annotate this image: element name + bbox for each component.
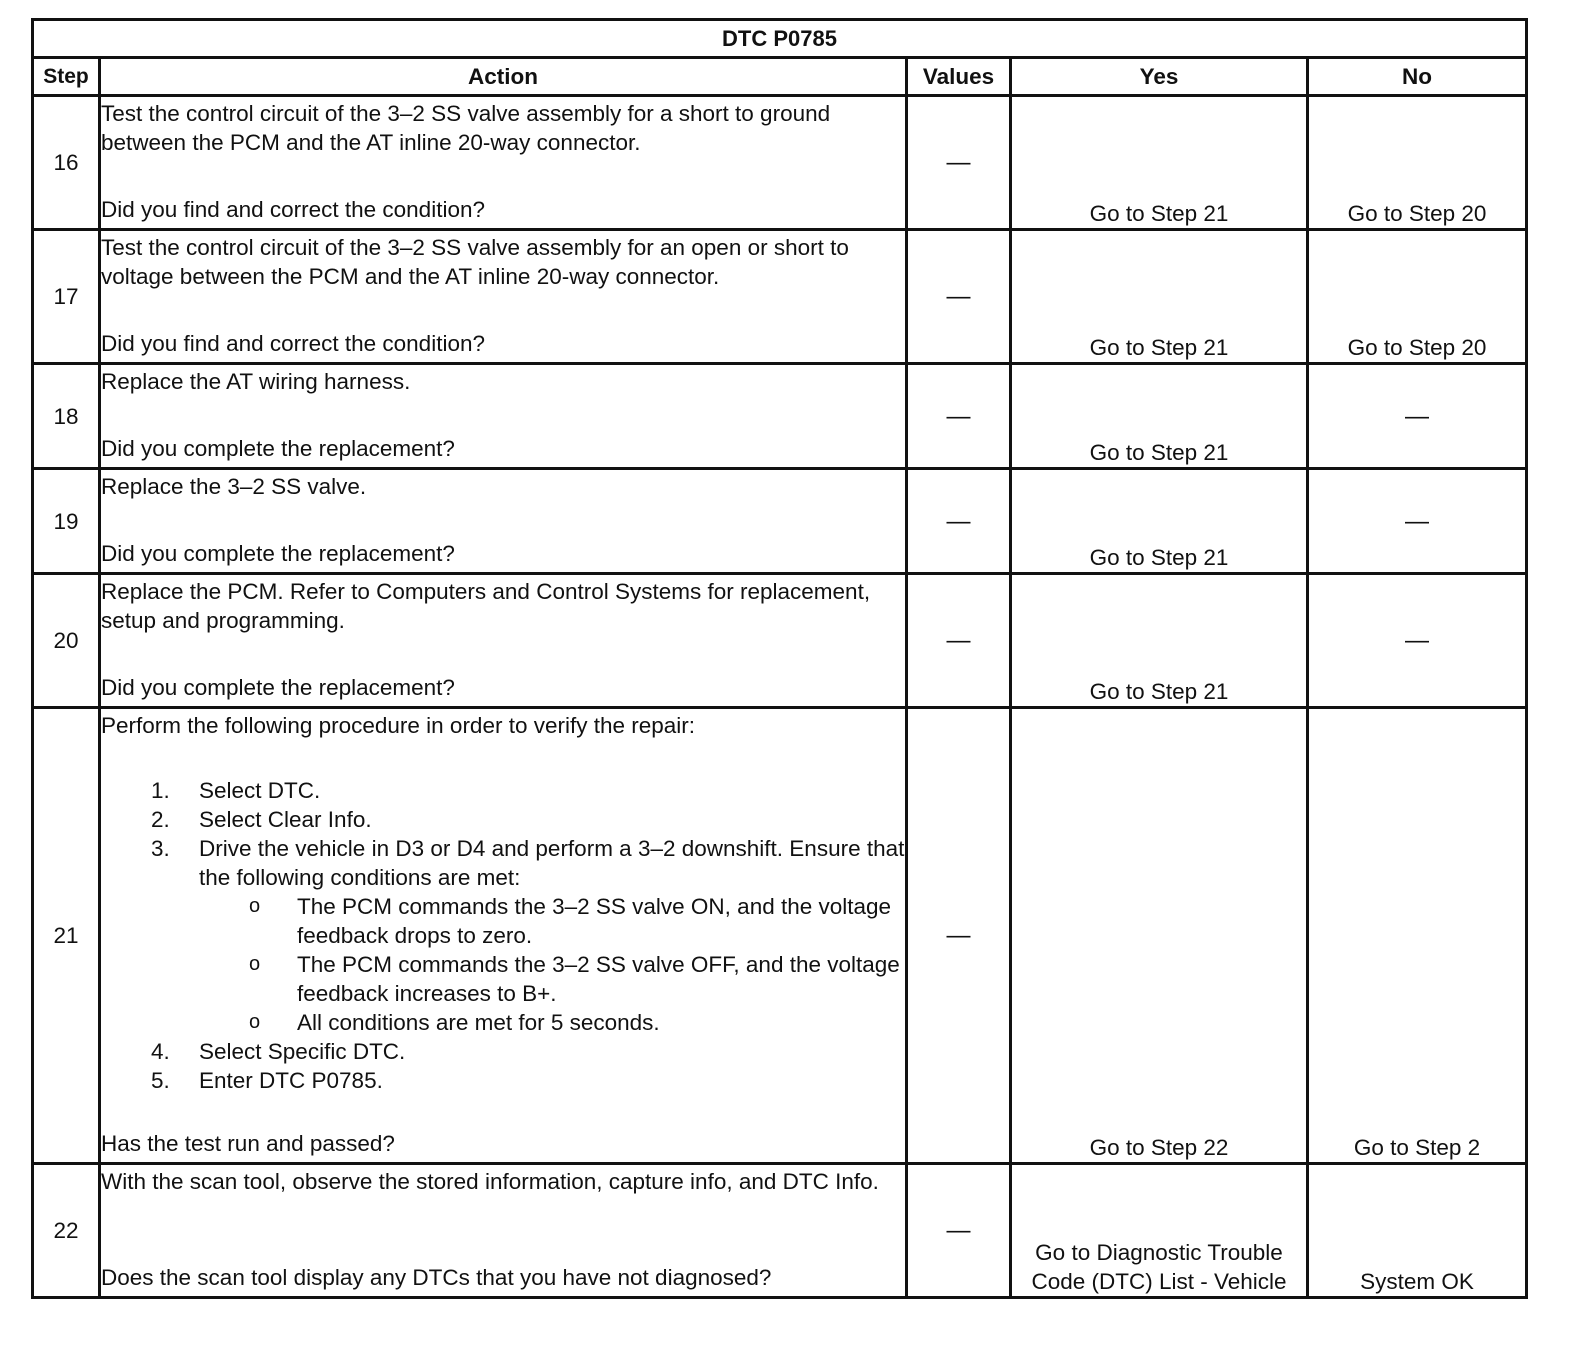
values-cell: — [907, 230, 1011, 364]
action-question: Did you complete the replacement? [101, 675, 455, 700]
yes-cell: Go to Diagnostic Trouble Code (DTC) List - Vehicle [1011, 1164, 1308, 1298]
action-cell [100, 1164, 907, 1298]
bullet-icon: o [249, 1011, 261, 1033]
action-text: With the scan tool, observe the stored information, capture info, and DTC Info. [101, 1169, 879, 1194]
action-cell [100, 574, 907, 708]
table-row [33, 574, 1527, 708]
header-values: Values [907, 58, 1011, 96]
step-number: 21 [33, 708, 100, 1164]
list-item: o The PCM commands the 3–2 SS valve ON, and the voltage feedback drops to zero. [249, 894, 892, 948]
header-step: Step [33, 58, 100, 96]
action-cell [100, 364, 907, 469]
action-cell [100, 708, 907, 1164]
step-number: 18 [33, 364, 100, 469]
action-text: Replace the 3–2 SS valve. [101, 474, 367, 499]
list-item: o All conditions are met for 5 seconds. [249, 1010, 660, 1035]
values-cell: — [907, 708, 1011, 1164]
action-text: Test the control circuit of the 3–2 SS valve assembly for a short to ground between the PCM and the AT inline 20-way connector. [101, 101, 831, 155]
no-cell: Go to Step 2 [1308, 708, 1527, 1164]
step-number: 22 [33, 1164, 100, 1298]
header-yes: Yes [1011, 58, 1308, 96]
no-cell: Go to Step 20 [1308, 230, 1527, 364]
table-row [33, 708, 1527, 1164]
action-question: Does the scan tool display any DTCs that you have not diagnosed? [101, 1265, 772, 1290]
header-action: Action [100, 58, 907, 96]
step-number: 16 [33, 96, 100, 230]
values-cell: — [907, 96, 1011, 230]
action-cell [100, 469, 907, 574]
yes-cell: Go to Step 21 [1011, 364, 1308, 469]
list-item: o The PCM commands the 3–2 SS valve OFF, and the voltage feedback increases to B+. [249, 952, 900, 1006]
bullet-icon: o [249, 953, 261, 975]
values-cell: — [907, 574, 1011, 708]
table-row [33, 364, 1527, 469]
action-text: Test the control circuit of the 3–2 SS valve assembly for an open or short to voltage between the PCM and the AT inline 20-way connector. [101, 235, 849, 289]
table-row [33, 96, 1527, 230]
no-cell: — [1308, 469, 1527, 574]
dtc-table [31, 18, 1528, 1299]
table-row [33, 1164, 1527, 1298]
no-cell: — [1308, 574, 1527, 708]
action-question: Did you find and correct the condition? [101, 197, 485, 222]
action-cell [100, 230, 907, 364]
yes-cell: Go to Step 22 [1011, 708, 1308, 1164]
no-cell: — [1308, 364, 1527, 469]
header-no: No [1308, 58, 1527, 96]
header-row [33, 58, 1527, 96]
action-question: Has the test run and passed? [101, 1131, 395, 1156]
action-cell [100, 96, 907, 230]
action-text: Replace the PCM. Refer to Computers and Control Systems for replacement, setup and programming. [101, 579, 871, 633]
table-row [33, 469, 1527, 574]
table-title: DTC P0785 [33, 20, 1527, 58]
no-cell: Go to Step 20 [1308, 96, 1527, 230]
table-row [33, 230, 1527, 364]
condition-list [199, 892, 905, 1037]
step-number: 19 [33, 469, 100, 574]
action-text: Perform the following procedure in order to verify the repair: [101, 713, 696, 738]
step-number: 17 [33, 230, 100, 364]
action-question: Did you complete the replacement? [101, 541, 455, 566]
action-question: Did you complete the replacement? [101, 436, 455, 461]
list-item: 5. Enter DTC P0785. [151, 1068, 383, 1093]
bullet-icon: o [249, 895, 261, 917]
yes-cell: Go to Step 21 [1011, 574, 1308, 708]
procedure-list [101, 776, 905, 1095]
action-question: Did you find and correct the condition? [101, 331, 485, 356]
list-item: 4. Select Specific DTC. [151, 1039, 406, 1064]
values-cell: — [907, 469, 1011, 574]
values-cell: — [907, 1164, 1011, 1298]
yes-cell: Go to Step 21 [1011, 469, 1308, 574]
values-cell: — [907, 364, 1011, 469]
step-number: 20 [33, 574, 100, 708]
list-item: 2. Select Clear Info. [151, 807, 372, 832]
list-item: 3. Drive the vehicle in D3 or D4 and perform a 3–2 downshift. Ensure that the following conditions are met: o The PCM commands the 3–2 SS valve ON, and the voltage feedback drops to zero. o The PCM commands the 3–2 SS valve OFF, and the voltage feedback increases to B+. o All conditions are met for 5 seconds. [151, 836, 905, 1035]
no-cell: System OK [1308, 1164, 1527, 1298]
yes-cell: Go to Step 21 [1011, 230, 1308, 364]
action-text: Replace the AT wiring harness. [101, 369, 411, 394]
yes-cell: Go to Step 21 [1011, 96, 1308, 230]
list-item: 1. Select DTC. [151, 778, 321, 803]
